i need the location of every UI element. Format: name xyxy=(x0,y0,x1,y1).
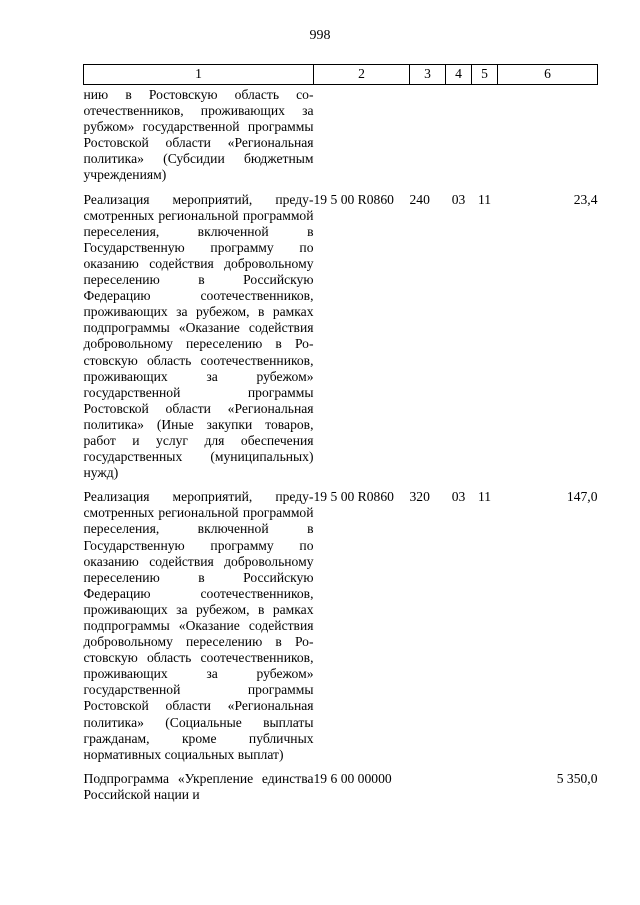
row-target-code: 19 5 00 R0860 xyxy=(313,489,394,505)
row-expense-type: 240 xyxy=(409,191,430,207)
row-section: 03 xyxy=(451,489,466,505)
column-header-2: 2 xyxy=(314,65,410,85)
row-target-code: 19 6 00 00000 xyxy=(313,770,392,786)
row-expense-type: 320 xyxy=(409,489,430,505)
table-row xyxy=(84,85,598,192)
table-header-row xyxy=(84,65,598,85)
row-expense-type xyxy=(410,771,446,803)
table-row xyxy=(84,771,598,803)
row-amount: 5 350,0 xyxy=(556,770,598,786)
row-expense-type xyxy=(410,85,446,192)
column-header-5: 5 xyxy=(472,65,498,85)
row-section: 03 xyxy=(451,191,466,207)
row-amount xyxy=(498,85,598,192)
row-amount: 23,4 xyxy=(573,191,598,207)
page-number: 998 xyxy=(309,28,331,43)
table-row xyxy=(84,489,598,771)
column-header-4: 4 xyxy=(446,65,472,85)
row-section xyxy=(446,85,472,192)
table-row xyxy=(84,192,598,490)
row-subsection: 11 xyxy=(477,191,492,207)
row-target-code xyxy=(314,85,410,192)
row-description: нию в Ростовскую область соотечественников, проживающих за рубжом» государственной программы Ростовской области «Региональная политика» (Субсидии бюджетным учреждениям) xyxy=(83,87,314,183)
column-header-1: 1 xyxy=(84,65,314,85)
row-subsection xyxy=(472,771,498,803)
row-subsection xyxy=(472,85,498,192)
row-section xyxy=(446,771,472,803)
row-subsection: 11 xyxy=(477,489,492,505)
column-header-6: 6 xyxy=(498,65,598,85)
row-target-code: 19 5 00 R0860 xyxy=(313,191,394,207)
row-description: Реализация мероприятий, предусмотренных региональной программой переселения, включенной в Государственную программу по оказанию содействия добровольному переселению в Российскую Федерацию соотечественников, проживающих за рубежом, в рамках подпрограммы «Оказание содействия добровольному переселению в Ростовскую область соотечественников, проживающих за рубежом» государственной программы Ростовской области «Региональная политика» (Социальные выплаты гражданам, кроме публичных нормативных социальных выплат) xyxy=(83,489,314,762)
row-description: Подпрограмма «Укрепление единства Российской нации и xyxy=(83,770,314,802)
column-header-3: 3 xyxy=(410,65,446,85)
row-amount: 147,0 xyxy=(566,489,598,505)
row-description: Реализация мероприятий, предусмотренных региональной программой переселения, включенной в Государственную программу по оказанию содействия добровольному переселению в Российскую Федерацию соотечественников, проживающих за рубежом, в рамках подпрограммы «Оказание содействия добровольному переселению в Ростовскую область соотечественников, проживающих за рубежом» государственной программы Ростовской области «Региональная политика» (Иные закупки товаров, работ и услуг для обеспечения государственных (муниципальных) нужд) xyxy=(83,191,314,481)
budget-table xyxy=(83,64,598,803)
